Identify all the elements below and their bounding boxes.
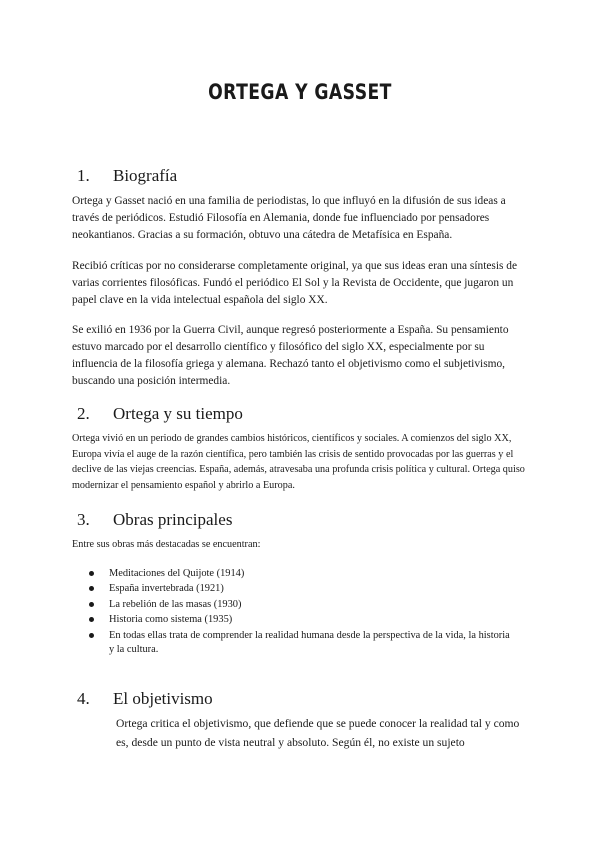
works-list [72,567,512,658]
list-item: La rebelión de las masas (1930) [72,598,512,612]
list-item: En todas ellas trata de comprender la realidad humana desde la perspectiva de la vida, la historia y la cultura. [72,629,512,657]
section-heading-el-objetivismo [77,689,213,709]
list-item: Meditaciones del Quijote (1914) [72,567,512,581]
section-number: 3. [77,510,90,529]
section-heading-ortega-y-su-tiempo [77,404,243,424]
paragraph: Se exilió en 1936 por la Guerra Civil, aunque regresó posteriormente a España. Su pensamiento estuvo marcado por el desarrollo científico y filosófico del siglo XX, especialmente por su influencia de la filosofía griega y alemana. Rechazó tanto el objetivismo como el subjetivismo, buscando una posición intermedia. [72,324,509,387]
bullet-icon [89,571,94,576]
paragraph: Recibió críticas por no considerarse completamente original, ya que sus ideas eran una síntesis de varias corrientes filosóficas. Fundó el periódico El Sol y la Revista de Occidente, que jugaron un papel clave en la vida intelectual española del siglo XX. [72,260,518,306]
section-number: 4. [77,689,90,708]
section-heading-obras-principales [77,510,232,530]
section-title: El objetivismo [113,689,213,708]
paragraph: Ortega critica el objetivismo, que defiende que se puede conocer la realidad tal y como es, desde un punto de vista neutral y absoluto. Según él, no existe un sujeto [116,717,520,749]
document-title: ORTEGA Y GASSET [208,80,392,104]
bullet-icon [89,633,94,638]
section-title: Obras principales [113,510,233,529]
section-title: Biografía [113,166,178,185]
list-item: España invertebrada (1921) [72,582,512,596]
list-intro: Entre sus obras más destacadas se encuentran: [72,539,261,550]
paragraph: Ortega vivió en un periodo de grandes cambios históricos, científicos y sociales. A comienzos del siglo XX, Europa vivía el auge de la razón científica, pero también las crisis de sentido provocadas por las guerras y el declive de las viejas creencias. España, además, atravesaba una profunda crisis política y cultural. Ortega quiso modernizar el pensamiento español y abrirlo a Europa. [72,433,525,491]
paragraph: Ortega y Gasset nació en una familia de periodistas, lo que influyó en la difusión de sus ideas a través de periódicos. Estudió Filosofía en Alemania, donde fue influenciado por pensadores neokantianos. Gracias a su formación, obtuvo una cátedra de Metafísica en España. [72,195,506,241]
section-number: 1. [77,166,90,185]
section-heading-biografia [77,166,177,186]
bullet-icon [89,602,94,607]
list-item: Historia como sistema (1935) [72,613,512,627]
section-title: Ortega y su tiempo [113,404,243,423]
section-number: 2. [77,404,90,423]
